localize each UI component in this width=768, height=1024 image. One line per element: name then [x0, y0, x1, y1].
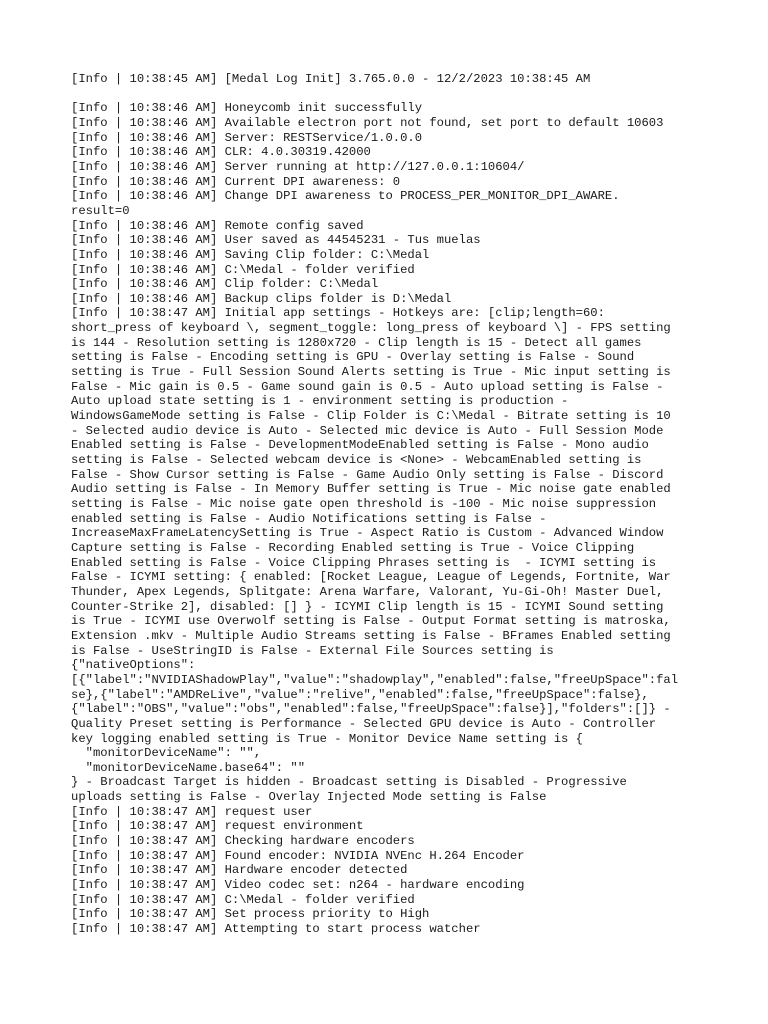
log-line [71, 87, 695, 102]
log-line: Counter-Strike 2], disabled: [] } - ICYMI Clip length is 15 - ICYMI Sound setting [71, 599, 664, 614]
log-line: IncreaseMaxFrameLatencySetting is True - Aspect Ratio is Custom - Advanced Window [71, 526, 664, 541]
log-line: "monitorDeviceName.base64": "" [71, 760, 306, 775]
log-line: [Info | 10:38:47 AM] Video codec set: n264 - hardware encoding [71, 878, 525, 893]
log-line: {"label":"OBS","value":"obs","enabled":false,"freeUpSpace":false}],"folders":[]} - [71, 702, 671, 717]
log-line: setting is True - Full Session Sound Alerts setting is True - Mic input setting is [71, 365, 671, 380]
log-line: enabled setting is False - Audio Notifications setting is False - [71, 511, 547, 526]
log-line: [Info | 10:38:46 AM] Saving Clip folder: C:\Medal [71, 247, 430, 262]
log-document [71, 72, 695, 937]
log-line: [Info | 10:38:46 AM] Backup clips folder is D:\Medal [71, 291, 452, 306]
log-line: False - Show Cursor setting is False - Game Audio Only setting is False - Discord [71, 467, 664, 482]
log-line: se},{"label":"AMDReLive","value":"relive","enabled":false,"freeUpSpace":false}, [71, 687, 649, 702]
log-line: False - ICYMI setting: { enabled: [Rocket League, League of Legends, Fortnite, War [71, 570, 671, 585]
log-line: [Info | 10:38:47 AM] Initial app settings - Hotkeys are: [clip;length=60: [71, 306, 605, 321]
log-line: - Selected audio device is Auto - Selected mic device is Auto - Full Session Mode [71, 423, 664, 438]
log-line: [Info | 10:38:47 AM] request environment [71, 819, 364, 834]
log-line: Extension .mkv - Multiple Audio Streams setting is False - BFrames Enabled setting [71, 628, 671, 643]
log-line: Enabled setting is False - DevelopmentModeEnabled setting is False - Mono audio [71, 438, 649, 453]
log-line: [Info | 10:38:46 AM] Change DPI awareness to PROCESS_PER_MONITOR_DPI_AWARE. [71, 189, 620, 204]
log-line: WindowsGameMode setting is False - Clip Folder is C:\Medal - Bitrate setting is 10 [71, 409, 671, 424]
log-line: [Info | 10:38:47 AM] request user [71, 804, 313, 819]
log-line: uploads setting is False - Overlay Injected Mode setting is False [71, 790, 547, 805]
log-line: [Info | 10:38:46 AM] Server: RESTService/1.0.0.0 [71, 130, 423, 145]
log-line: [Info | 10:38:46 AM] User saved as 44545231 - Tus muelas [71, 233, 481, 248]
log-line: {"nativeOptions": [71, 658, 196, 673]
log-line: setting is False - Encoding setting is GPU - Overlay setting is False - Sound [71, 350, 635, 365]
log-line: [Info | 10:38:47 AM] Checking hardware encoders [71, 834, 415, 849]
log-line: [Info | 10:38:45 AM] [Medal Log Init] 3.765.0.0 - 12/2/2023 10:38:45 AM [71, 72, 591, 86]
log-line: Auto upload state setting is 1 - environment setting is production - [71, 394, 569, 409]
log-line: is False - UseStringID is False - External File Sources setting is [71, 643, 554, 658]
log-line: [Info | 10:38:47 AM] C:\Medal - folder verified [71, 892, 415, 907]
log-line: False - Mic gain is 0.5 - Game sound gain is 0.5 - Auto upload setting is False - [71, 379, 664, 394]
log-line: [Info | 10:38:46 AM] Available electron port not found, set port to default 10603 [71, 115, 664, 130]
log-line: short_press of keyboard \, segment_toggle: long_press of keyboard \] - FPS setting [71, 321, 671, 336]
log-line: Thunder, Apex Legends, Splitgate: Arena Warfare, Valorant, Yu-Gi-Oh! Master Duel, [71, 584, 664, 599]
log-line: [Info | 10:38:46 AM] C:\Medal - folder verified [71, 262, 415, 277]
log-line: is 144 - Resolution setting is 1280x720 - Clip length is 15 - Detect all games [71, 335, 642, 350]
log-line: Audio setting is False - In Memory Buffer setting is True - Mic noise gate enabled [71, 482, 671, 497]
log-line: [Info | 10:38:46 AM] CLR: 4.0.30319.42000 [71, 145, 371, 160]
log-line: [Info | 10:38:46 AM] Honeycomb init successfully [71, 101, 423, 116]
log-line: Enabled setting is False - Voice Clipping Phrases setting is - ICYMI setting is [71, 555, 657, 570]
log-line: "monitorDeviceName": "", [71, 746, 262, 761]
log-line: [Info | 10:38:47 AM] Attempting to start process watcher [71, 922, 481, 937]
log-line: [Info | 10:38:46 AM] Clip folder: C:\Medal [71, 277, 379, 292]
log-line: setting is False - Selected webcam device is <None> - WebcamEnabled setting is [71, 453, 642, 468]
log-line: result=0 [71, 203, 130, 218]
log-line: [{"label":"NVIDIAShadowPlay","value":"shadowplay","enabled":false,"freeUpSpace":fal [71, 672, 679, 687]
log-line: Capture setting is False - Recording Enabled setting is True - Voice Clipping [71, 540, 635, 555]
log-line: [Info | 10:38:46 AM] Current DPI awareness: 0 [71, 174, 401, 189]
log-line: Quality Preset setting is Performance - Selected GPU device is Auto - Controller [71, 716, 657, 731]
log-line: } - Broadcast Target is hidden - Broadcast setting is Disabled - Progressive [71, 775, 627, 790]
log-line: is True - ICYMI use Overwolf setting is False - Output Format setting is matroska, [71, 614, 671, 629]
log-line: setting is False - Mic noise gate open threshold is -100 - Mic noise suppression [71, 497, 657, 512]
log-line: [Info | 10:38:47 AM] Hardware encoder detected [71, 863, 408, 878]
log-line: [Info | 10:38:47 AM] Set process priority to High [71, 907, 430, 922]
log-line: [Info | 10:38:47 AM] Found encoder: NVIDIA NVEnc H.264 Encoder [71, 848, 525, 863]
log-line: [Info | 10:38:46 AM] Server running at http://127.0.0.1:10604/ [71, 159, 525, 174]
log-line: [Info | 10:38:46 AM] Remote config saved [71, 218, 364, 233]
log-line: key logging enabled setting is True - Monitor Device Name setting is { [71, 731, 583, 746]
